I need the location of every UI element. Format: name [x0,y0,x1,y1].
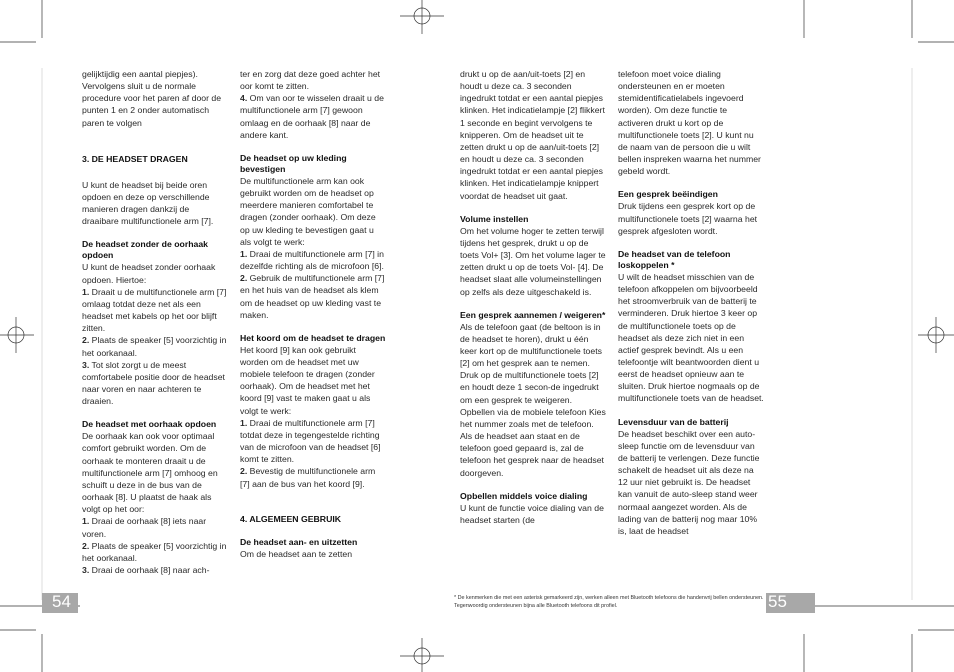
footnote-mark: * [454,595,457,601]
step-text: Bevestig de multifunctionele arm [7] aan de bus van het koord [9]. [240,466,376,489]
section-title: 3. DE HEADSET DRAGEN [82,153,188,164]
column-1 [82,68,228,576]
paragraph: Opbellen via de mobiele telefoon Kies het nummer zoals met de telefoon. Als de headset aan staat en de telefoon goed gepaard is, zal de telefoon het gesprek naar de headset doorgeven. [460,406,606,478]
step-text: Draai de oorhaak [8] iets naar voren. [82,516,207,539]
subsection-title: De headset van de telefoon loskoppelen * [618,248,731,270]
step-text: Draait u de multifunctionele arm [7] omlaag totdat deze net als een headset met kabels op het oor blijft zitten. [82,286,227,334]
step [240,417,386,466]
step [82,515,228,539]
paragraph: Om de headset aan te zetten [240,548,353,559]
step [82,564,228,576]
paragraph: De oorhaak kan ook voor optimaal comfort gebruikt worden. Om de oorhaak te monteren draait u de multifunctionele arm [7] omhoog en schuift u deze in de bus van de oorhaak [8]. U plaatst de haak als volgt op het oor: [82,431,218,515]
step [82,286,228,335]
subsection-title: De headset aan- en uitzetten [240,536,358,547]
step [82,359,228,408]
paragraph: Het koord [9] kan ook gebruikt worden om de headset met uw mobiele telefoon te dragen (zonder oorhaak). Om de headset met het koord [9] vast te maken gaat u als volgt te werk: [240,344,375,416]
column-2 [240,68,386,560]
paragraph: ter en zorg dat deze goed achter het oor komt te zitten. [240,69,381,92]
step-number: 2. [240,273,248,284]
paragraph: gelijktijdig een aantal piepjes). Vervolgens sluit u de normale procedure voor het paren af door de punten 1 en 2 onder automatisch paren te volgen [82,69,222,128]
step-text: Tot slot zorgt u de meest comfortabele positie door de headset naar voren en naar achteren te draaien. [82,359,225,407]
step-number: 3. [82,565,90,575]
subsection-title: De headset op uw kleding bevestigen [240,152,347,174]
subsection-title: De headset met oorhaak opdoen [82,419,217,430]
step-number: 1. [240,248,248,259]
footnote [454,594,764,610]
subsection-title: De headset zonder de oorhaak opdoen [82,239,209,261]
step-number: 1. [82,516,90,527]
step-text: Draai de oorhaak [8] naar ach- [91,565,210,575]
page-number-left: 54 [52,592,71,611]
subsection-title: Levensduur van de batterij [618,416,729,427]
subsection-title: Opbellen middels voice dialing [460,490,588,501]
paragraph: U wilt de headset misschien van de telefoon afkoppelen om bijvoorbeeld het stroomverbruik van de batterij te verminderen. Druk hiertoe 3 keer op de multifunctionele toets op de headset als deze zich niet in een actief gesprek bevindt. Als u een telefoontje wilt beantwoorden dient u eerst de headset opnieuw aan te sluiten. Druk hiertoe nogmaals op de multifunctionele toets van de headset. [618,271,764,404]
step-number: 2. [240,466,248,477]
step-number: 2. [82,335,90,346]
column-4 [618,68,764,537]
step-text: Plaats de speaker [5] voorzichtig in het oorkanaal. [82,335,227,358]
subsection-title: Een gesprek aannemen / weigeren* [460,309,606,320]
footnote-text: De kenmerken die met een asterisk gemarkeerd zijn, werken alleen met Bluetooth telefoons die handenvrij bellen ondersteunen. Tegenwoordig ondersteunen bijna alle Bluetooth telefoons dit profiel. [454,595,764,609]
paragraph: De multifunctionele arm kan ook gebruikt worden om de headset op meerdere manieren comfortabel te dragen (zonder oorhaak). Om deze op uw kleding te bevestigen gaat u als volgt te werk: [240,175,376,247]
step [240,465,386,489]
step-number: 1. [240,417,248,428]
registration-mark-top [400,0,444,34]
step-text: Draai de multifunctionele arm [7] totdat deze in tegengestelde richting van de microfoon van de headset [6] komt te zitten. [240,417,381,465]
step-number: 4. [240,93,248,104]
step [82,334,228,358]
registration-mark-bottom [400,638,444,672]
step-number: 3. [82,359,90,370]
subsection-title: Het koord om de headset te dragen [240,332,386,343]
paragraph: De headset beschikt over een auto-sleep functie om de levensduur van de batterij te verlengen. Deze functie schakelt de headset uit als deze na 12 uur niet gebruikt is. De headset kan vanuit de auto-sleep stand weer normaal aangezet worden. Als de lading van de batterij nog maar 10% is, laat de headset [618,428,760,536]
subsection-title: Een gesprek beëindigen [618,189,718,200]
step-text: Gebruik de multifunctionele arm [7] en het huis van de headset als klem om de headset op uw kleding vast te maken. [240,273,385,320]
step [240,248,386,272]
step [240,272,386,321]
paragraph: U kunt de headset bij beide oren opdoen en deze op verschillende manieren dragen dankzij de draaibare multifunctionele arm [7]. [82,179,214,227]
registration-mark-left [0,317,34,353]
registration-mark-right [918,317,954,353]
paragraph: Als de telefoon gaat (de beltoon is in de headset te horen), drukt u één keer kort op de multifunctionele toets [2] om het gesprek aan te nemen. Druk op de multifunctionele toets [2] en houdt deze 1 secon-de ingedrukt om een gesprek te weigeren. [460,321,602,405]
step [82,540,228,564]
step [240,92,386,141]
step-text: Om van oor te wisselen draait u de multifunctionele arm [7] gewoon omlaag en de oorhaak [8] naar de andere kant. [240,93,384,140]
subsection-title: Volume instellen [460,213,529,224]
step-text: Draai de multifunctionele arm [7] in dezelfde richting als de microfoon [6]. [240,248,384,272]
paragraph: U kunt de headset zonder oorhaak opdoen. Hiertoe: [82,262,216,285]
paragraph: Om het volume hoger te zetten terwijl tijdens het gesprek, drukt u op de toets Vol+ [3]. Om het volume lager te zetten drukt u op de toets Vol- [4]. De headset slaat alle volumeinstellingen op zelfs als deze uitgeschakeld is. [460,225,606,297]
paragraph: drukt u op de aan/uit-toets [2] en houdt u deze ca. 3 seconden ingedrukt totdat er een aantal piepjes klinken. Het indicatielampje [2] flikkert 1 seconde en begint vervolgens te knipperen. Om de headset uit te zetten drukt u op de aan/uit-toets [2] en houdt u deze ca. 3 seconden ingedrukt totdat er een aantal piepjes klinken. Het indicatielampje knippert voordat de headset uit gaat. [460,69,605,201]
paragraph: Druk tijdens een gesprek kort op de multifunctionele toets [2] waarna het gesprek afgesloten wordt. [618,201,758,236]
paragraph: telefoon moet voice dialing ondersteunen en er moeten stemidentificatielabels ingevoerd worden). Om deze functie te activeren drukt u kort op de multifunctionele toets [2]. U kunt nu de naam van de persoon die u wilt bellen inspreken waarna het nummer gebeld wordt. [618,69,761,177]
paragraph: U kunt de functie voice dialing van de headset starten (de [460,502,604,525]
step-number: 1. [82,286,90,297]
step-number: 2. [82,540,90,551]
section-title: 4. ALGEMEEN GEBRUIK [240,513,342,524]
page-number-right: 55 [768,592,787,611]
step-text: Plaats de speaker [5] voorzichtig in het oorkanaal. [82,540,227,563]
column-3 [460,68,606,526]
